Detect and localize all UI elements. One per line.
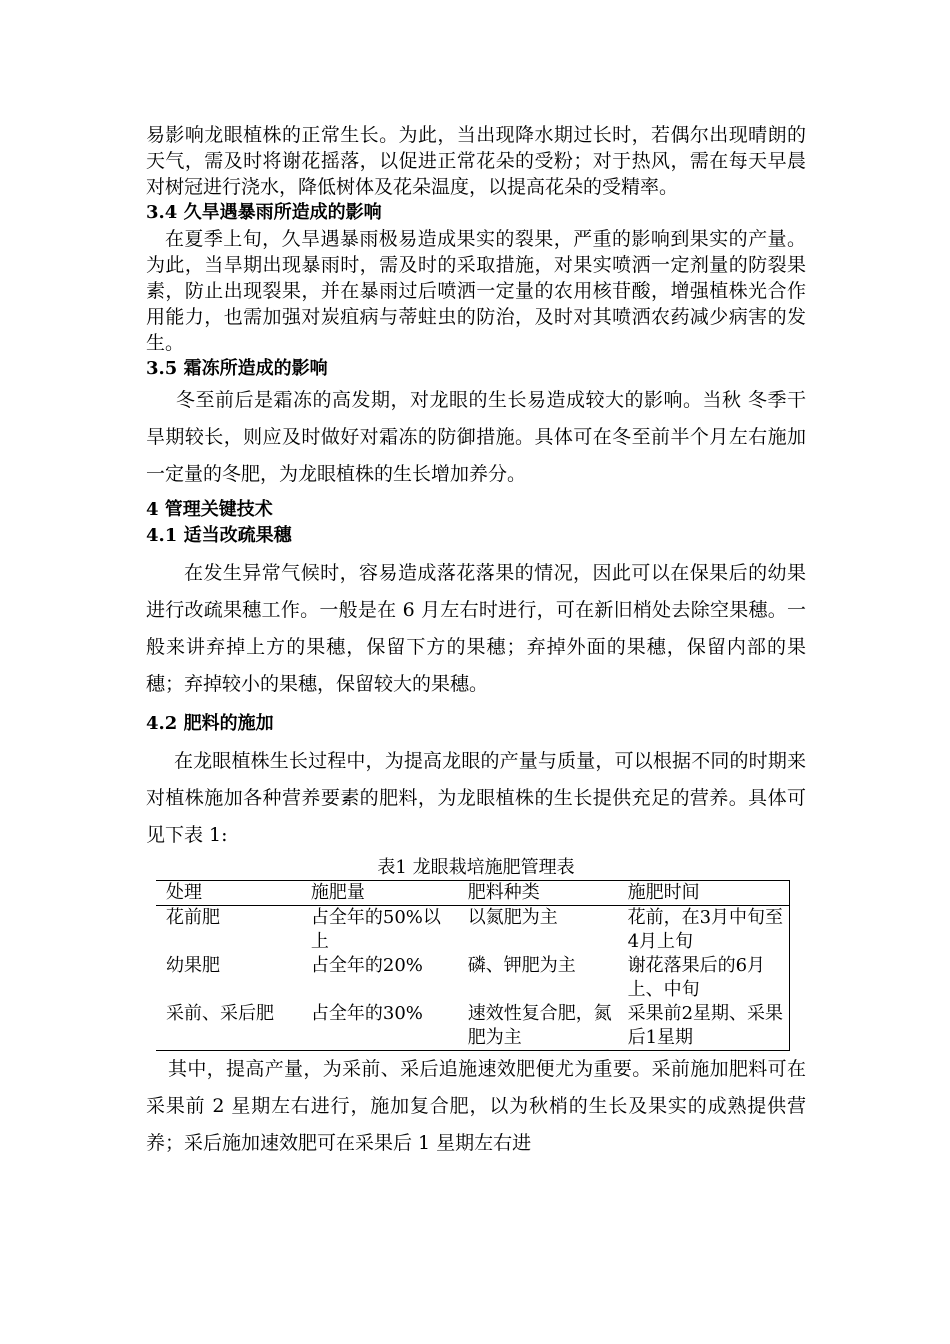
table-row — [156, 906, 790, 955]
table-header-cell: 肥料种类 — [458, 881, 618, 906]
paragraph-frost-rain: 易影响龙眼植株的正常生长。为此，当出现降水期过长时，若偶尔出现晴朗的天气，需及时将谢花摇落，以促进正常花朵的受粉；对于热风，需在每天早晨对树冠进行浇水，降低树体及花朵温度，以提高花朵的受精率。 — [146, 124, 806, 198]
heading-3-4: 3.4 久旱遇暴雨所造成的影响 — [146, 202, 382, 223]
table-cell: 以氮肥为主 — [467, 907, 558, 928]
paragraph-fertilizer: 在龙眼植株生长过程中，为提高龙眼的产量与质量，可以根据不同的时期来对植株施加各种营养要素的肥料，为龙眼植株的生长提供充足的营养。具体可见下表 1: — [146, 750, 806, 846]
table-cell: 占全年的20% — [310, 955, 423, 976]
heading-4-2: 4.2 肥料的施加 — [146, 713, 274, 734]
paragraph-after-table: 其中，提高产量，为采前、采后追施速效肥便尤为重要。采前施加肥料可在采果前 2 星期左右进行，施加复合肥，以为秋梢的生长及果实的成熟提供营养；采后施加速效肥可在采果后 1 星期左右进 — [146, 1058, 806, 1154]
heading-4-1: 4.1 适当改疏果穗 — [146, 525, 292, 546]
table-cell: 幼果肥 — [166, 955, 220, 976]
heading-4: 4 管理关键技术 — [146, 499, 273, 520]
table-cell: 磷、钾肥为主 — [467, 955, 576, 976]
table-cell: 谢花落果后的6月上、中旬 — [618, 954, 790, 1002]
table-header-cell: 处理 — [156, 881, 301, 906]
table-cell: 占全年的30% — [301, 1002, 458, 1051]
paragraph-thinning: 在发生异常气候时，容易造成落花落果的情况，因此可以在保果后的幼果进行改疏果穗工作。一般是在 6 月左右时进行，可在新旧梢处去除空果穗。一般来讲弃掉上方的果穗，保留下方的果穗；弃掉外面的果穗，保留内部的果穗；弃掉较小的果穗，保留较大的果穗。 — [146, 562, 806, 695]
table-cell: 速效性复合肥，氮肥为主 — [458, 1002, 618, 1051]
paragraph-drought-rain: 在夏季上旬，久旱遇暴雨极易造成果实的裂果，严重的影响到果实的产量。为此，当旱期出现暴雨时，需及时的采取措施，对果实喷洒一定剂量的防裂果素，防止出现裂果，并在暴雨过后喷洒一定量的农用核苷酸，增强植株光合作用能力，也需加强对炭疽病与蒂蛀虫的防治，及时对其喷洒农药减少病害的发生。 — [146, 228, 806, 354]
table-cell: 占全年的50%以上 — [310, 907, 441, 952]
table-row — [156, 1002, 790, 1051]
fertilizer-table — [156, 880, 790, 1051]
table-cell: 花前肥 — [166, 907, 220, 928]
table-cell: 花前，在3月中旬至4月上旬 — [618, 906, 790, 955]
table-header-cell: 施肥时间 — [618, 881, 790, 906]
table-header-row — [156, 881, 790, 906]
table-caption: 表1 龙眼栽培施肥管理表 — [377, 857, 575, 878]
table-header-cell: 施肥量 — [301, 881, 458, 906]
document-page — [146, 122, 806, 1162]
paragraph-frost: 冬至前后是霜冻的高发期，对龙眼的生长易造成较大的影响。当秋 冬季干旱期较长，则应及时做好对霜冻的防御措施。具体可在冬至前半个月左右施加一定量的冬肥，为龙眼植株的生长增加养分。 — [146, 389, 806, 485]
table-cell: 采前、采后肥 — [156, 1002, 301, 1051]
table-row — [156, 954, 790, 1002]
table-cell: 采果前2星期、采果后1星期 — [618, 1002, 790, 1051]
heading-3-5: 3.5 霜冻所造成的影响 — [146, 358, 328, 379]
